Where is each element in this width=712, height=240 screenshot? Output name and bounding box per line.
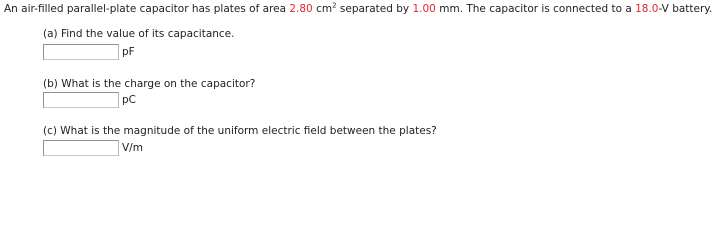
part-b-question: (b) What is the charge on the capacitor? [43,78,256,90]
problem-text-1: An air-filled parallel-plate capacitor has plates of area [4,3,290,15]
part-c-question: (c) What is the magnitude of the uniform electric field between the plates? [43,125,437,137]
part-c-unit: V/m [122,142,143,154]
part-b-answer-row [43,92,136,108]
area-unit: cm [312,3,333,15]
problem-text-2: separated by [336,3,413,15]
part-c-answer-input[interactable] [43,140,119,156]
voltage-value: 18.0 [635,3,659,15]
part-b-answer-input[interactable] [43,92,119,108]
part-c-answer-row [43,140,143,156]
problem-statement [4,3,712,15]
part-a-question: (a) Find the value of its capacitance. [43,28,235,40]
problem-text-3: mm. The capacitor is connected to a [435,3,636,15]
part-a-unit: pF [122,46,135,58]
part-a-answer-input[interactable] [43,44,119,60]
part-b-unit: pC [122,94,136,106]
part-a-answer-row [43,44,135,60]
separation-value: 1.00 [412,3,436,15]
area-value: 2.80 [289,3,313,15]
problem-text-4: -V battery. [658,3,712,15]
area-unit-exponent: 2 [332,1,337,10]
